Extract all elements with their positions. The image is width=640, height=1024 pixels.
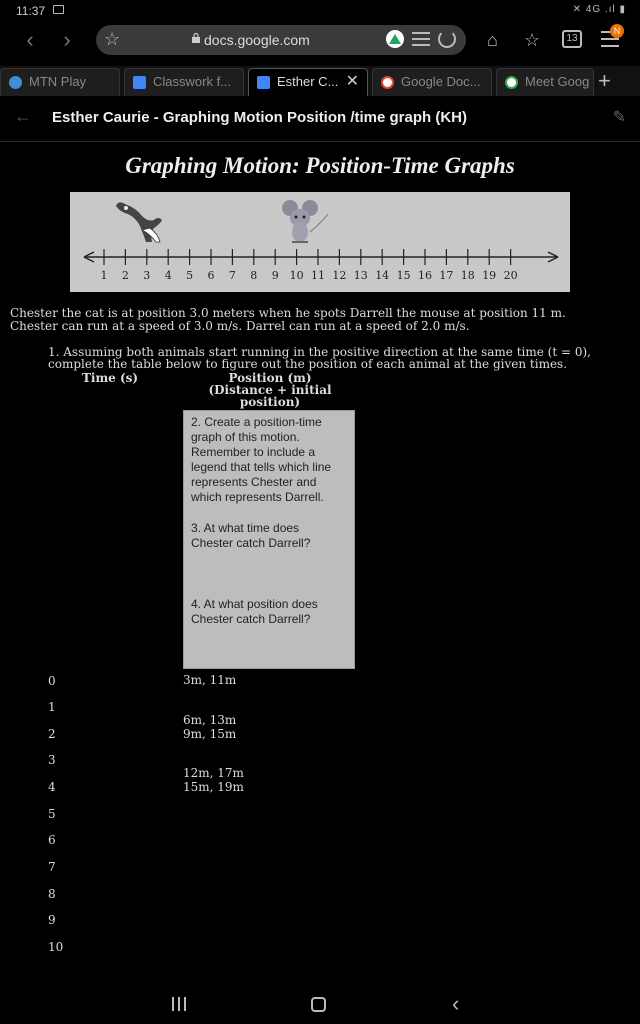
reader-mode-icon[interactable] [412,32,430,46]
browser-toolbar [0,22,640,64]
home-icon[interactable]: ⌂ [487,30,498,50]
edit-pencil-icon[interactable]: ✎ [612,109,626,126]
question-4-line: 4. At what position does [191,597,318,611]
number-line-image [70,192,570,292]
questions-box [183,410,355,669]
position-column-header-3: position) [239,395,301,409]
document-heading: Graphing Motion: Position-Time Graphs [125,153,515,178]
tab-label: Google Doc... [401,74,481,89]
classroom-icon [133,76,146,89]
intro-line-1: Chester the cat is at position 3.0 meters when he spots Darrell the mouse at position 11 m. [10,306,566,320]
time-value: 2 [48,727,56,741]
number-line-label: 15 [396,269,411,282]
google-docs-icon [257,76,270,89]
number-line-label: 17 [439,269,454,282]
google-drive-icon[interactable] [386,30,404,48]
number-line-label: 9 [271,269,279,282]
forward-nav-icon[interactable]: › [63,27,71,52]
tab-esther[interactable] [248,68,368,96]
tab-label: Esther C... [277,74,339,89]
question-2-line: legend that tells which line [191,460,332,474]
question-2-line: which represents Darrell. [191,490,324,504]
time-value: 6 [48,833,56,847]
time-value: 0 [48,674,56,688]
menu-badge: N [610,24,624,38]
number-line-label: 11 [311,269,325,282]
question-2 [191,415,351,505]
time-value: 5 [48,807,56,821]
number-line-label: 20 [503,269,518,282]
tab-strip [0,66,640,96]
time-value: 8 [48,887,56,901]
intro-line-2: Chester can run at a speed of 3.0 m/s. Darrel can run at a speed of 2.0 m/s. [10,319,470,333]
tab-google-docs[interactable] [372,68,492,96]
question-3-line: 3. At what time does [191,521,300,535]
time-value: 7 [48,860,56,874]
back-arrow-icon[interactable]: ← [14,106,32,126]
mtn-play-icon [9,76,22,89]
question-2-line: graph of this motion. [191,430,300,444]
time-value: 10 [48,940,64,954]
position-column-header-1: Position (m) [228,371,312,385]
number-line-label: 2 [121,269,129,282]
image-notification-icon [53,5,64,14]
question-2-line: Remember to include a [191,445,316,459]
status-bar [0,0,640,22]
document-body [0,143,640,986]
number-line-label: 19 [482,269,497,282]
tab-meet[interactable] [496,68,594,96]
number-line-illustration [70,192,570,292]
time-value: 1 [48,700,56,714]
question-3-line: Chester catch Darrell? [191,536,311,550]
number-line-label: 6 [207,269,215,282]
tab-mtn-play[interactable] [0,68,120,96]
bookmarks-icon[interactable]: ☆ [524,30,541,50]
position-value: 15m, 19m [183,780,244,794]
document-title: Esther Caurie - Graphing Motion Position /time graph (KH) [52,109,468,126]
question-3 [191,521,351,551]
reload-icon[interactable] [438,30,456,48]
number-line-label: 8 [250,269,258,282]
number-line-label: 5 [186,269,194,282]
position-value: 9m, 15m [183,727,237,741]
time-column-header: Time (s) [82,371,139,385]
number-line-label: 4 [164,269,172,282]
bookmark-star-icon[interactable]: ☆ [104,29,121,49]
system-back-icon[interactable]: ‹ [452,991,460,1016]
question-1-line-2: complete the table below to figure out the position of each animal at the given times. [48,357,568,371]
tab-count-icon[interactable]: 13 [562,30,582,48]
new-tab-icon[interactable]: + [598,68,611,93]
lock-icon [192,33,200,43]
status-indicators: ✕ 4G .ıl ▮ [572,4,626,15]
mouse-illustration [282,200,328,242]
position-value: 6m, 13m [183,713,237,727]
number-line-label: 3 [143,269,151,282]
question-2-line: 2. Create a position-time [191,415,322,429]
google-icon [505,76,518,89]
recents-icon[interactable] [172,997,186,1011]
number-line-label: 1 [100,269,108,282]
number-line-label: 16 [418,269,432,282]
position-column-header-2: (Distance + initial [208,383,332,397]
number-line-label: 12 [332,269,347,282]
close-tab-icon[interactable]: ✕ [345,73,359,90]
position-value: 12m, 17m [183,766,244,780]
number-line-label: 18 [460,269,475,282]
cat-illustration [116,202,162,242]
home-button-icon[interactable] [311,997,326,1012]
google-icon [381,76,394,89]
time-value: 9 [48,913,56,927]
question-2-line: represents Chester and [191,475,317,489]
position-value: 3m, 11m [183,673,237,687]
tab-label: Meet Goog [525,74,590,89]
tab-classwork[interactable] [124,68,244,96]
address-bar[interactable] [96,25,466,55]
back-nav-icon[interactable]: ‹ [26,27,34,52]
tab-label: MTN Play [29,74,87,89]
system-nav-bar [0,986,640,1024]
time-value: 4 [48,780,56,794]
tab-label: Classwork f... [153,74,232,89]
number-line-label: 7 [228,269,236,282]
time-value: 3 [48,753,56,767]
question-4 [191,597,351,627]
number-line-label: 10 [289,269,304,282]
url-text: docs.google.com [204,32,310,48]
question-4-line: Chester catch Darrell? [191,612,311,626]
number-line-label: 14 [375,269,390,282]
question-1-line-1: 1. Assuming both animals start running in the positive direction at the same time (t = 0), [48,345,591,359]
doc-header [0,96,640,142]
number-line-ticks [101,249,518,282]
number-line-label: 13 [353,269,368,282]
status-time: 11:37 [16,4,46,18]
